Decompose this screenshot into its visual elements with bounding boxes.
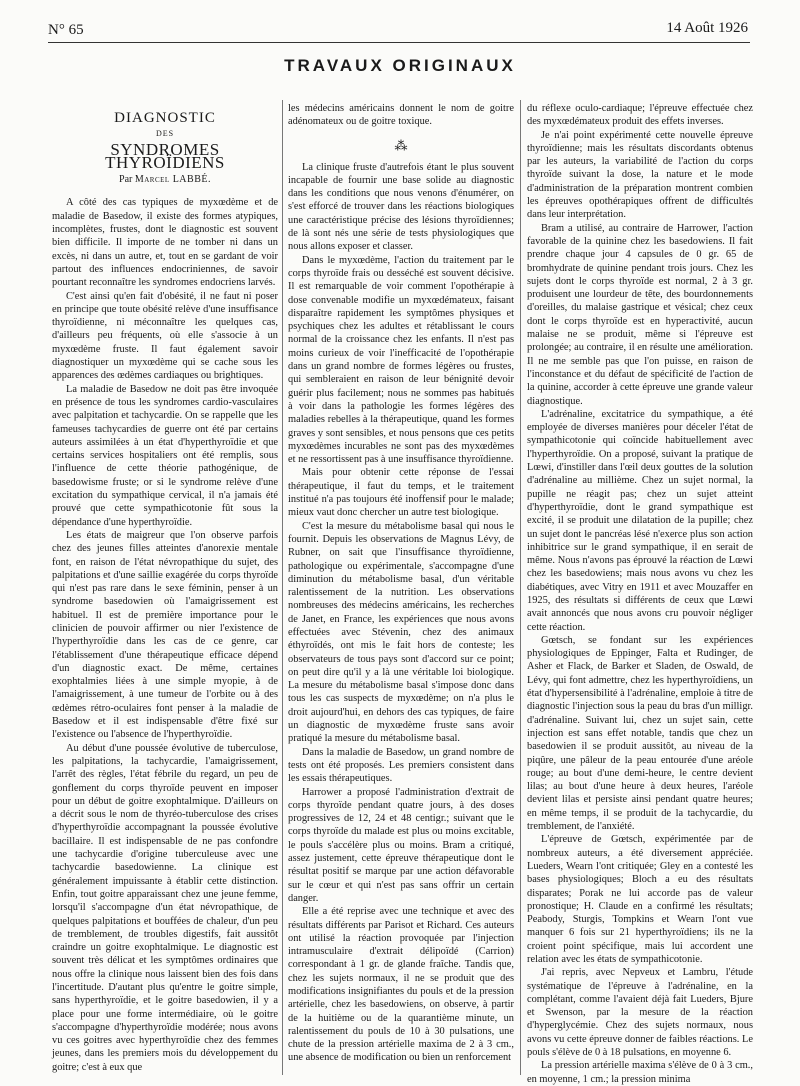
column-2 [288, 102, 514, 1077]
paragraph: La pression artérielle maxima s'élève de 0 à 3 cm., en moyenne, 1 cm.; la pression minima [527, 1060, 753, 1085]
paragraph: J'ai repris, avec Nepveux et Lambru, l'étude systématique de l'épreuve à l'adrénaline, en la complétant, comme l'avaient déjà fait Lueders, Bjure et Swenson, par la mesure de la réaction d'hyperglycémie. Chez des sujets normaux, nous avons vu cette épreuve donner de faibles réactions. Le pouls s'élève de 0 à 18 pulsations, en moyenne 6. [527, 967, 753, 1059]
paragraph: Les états de maigreur que l'on observe parfois chez des jeunes filles atteintes d'anorexie mentale font, en raison de l'état névropathique du sujet, des palpitations et d'une saillie exagérée du corps thyroïde qui n'est pas rare dans le sexe féminin, penser à un syndrome basedowien où l'amaigrissement est habituel. Il est de première importance pour le clinicien de pouvoir affirmer ou nier l'existence de l'hyperthyroïdie dans les cas de ce genre, car l'établissement d'une thérapeutique efficace dépend d'un diagnostic exact. De même, certaines exophtalmies liées à une simple myopie, à de l'amaigrissement, à une tumeur de l'orbite ou à des œdèmes rétro-oculaires font penser à la maladie de Basedow et il est indispensable d'être fixé sur l'existence ou l'absence de l'hyperthyroïdie. [52, 529, 278, 741]
paragraph: Dans le myxœdème, l'action du traitement par le corps thyroïde frais ou desséché est souvent décisive. Il est remarquable de voir comment l'opothérapie à dose convenable modifie un myxœdémateux, faisant disparaître rapidement les symptômes physiques et psychiques chez les adultes et rétablissant le cours normal de la croissance chez les enfants. Il n'est pas moins curieux de voir l'inefficacité de l'opothérapie dans un grand nombre de formes légères ou frustes, qui sembleraient en raison de leur bénignité devoir guérir plus facilement; nous ne sommes pas habitués à voir dans la pathologie les formes légères des maladies rebelles à la thérapeutique, quand les formes graves y sont sensibles, et nous pensons que ces petits myxœdèmes incurables ne sont pas des myxœdèmes et ne ressortissent pas à une insuffisance thyroïdienne. [288, 254, 514, 466]
issue-number: N° 65 [48, 22, 84, 38]
paragraph: du réflexe oculo-cardiaque; l'épreuve effectuée chez des myxœdémateux produit des effets inverses. [527, 103, 753, 128]
paragraph: Harrower a proposé l'administration d'extrait de corps thyroïde pendant quatre jours, à des doses progressives de 12, 24 et 48 centigr.; suivant que le corps thyroïde du malade est plus ou moins excitable, le pouls s'accélère plus ou moins. Bram a critiqué, assez justement, cette épreuve thérapeutique dont le résultat positif se marque par une action défavorable sur le cœur et qui n'est pas sans offrir un certain danger. [288, 786, 514, 904]
article-title-line1: DIAGNOSTIC [114, 110, 216, 126]
paragraph: Au début d'une poussée évolutive de tuberculose, les palpitations, la tachycardie, l'amaigrissement, l'arrêt des règles, l'état fébrile du regard, un peu de gonflement du corps thyroïde peuvent en imposer pour un début de goitre exophtalmique. D'ailleurs on a décrit sous le nom de thyréo-tuberculose des crises d'hyperthyroïdie accompagnant la poussée évolutive bacillaire. Il est indispensable de ne pas confondre une tachycardie d'origine tuberculeuse avec une tachycardie basedowienne. La clinique est généralement impuissante à établir cette distinction. Enfin, tout goitre apparaissant chez une jeune femme, lorsqu'il s'accompagne d'un état névropathique, de quelques palpitations et bouffées de chaleur, d'un peu de tremblement, de troubles digestifs, fait aussitôt craindre un goitre exophtalmique. Le diagnostic est souvent très délicat et les symptômes ordinaires que nous offre la clinique nous laissent bien des fois dans l'incertitude. D'autant plus qu'entre le goitre simple, sans hyperthyroïdie, et le goitre basedowien, il y a place pour une forme intermédiaire, où le goitre s'accompagne d'hyperthyroïdie modérée; nous avons vu ces goitres avec hyperthyroïdie chez des femmes jeunes, dans les premiers mois du développement du goitre; c'est à eux que [52, 742, 278, 1073]
paragraph: Dans la maladie de Basedow, un grand nombre de tests ont été proposés. Les premiers consistent dans les essais thérapeutiques. [288, 746, 514, 785]
column-3 [527, 102, 753, 1085]
author-prefix: Par [119, 174, 133, 186]
column-divider [520, 100, 521, 1075]
column-1 [52, 104, 278, 1079]
paragraph: Elle a été reprise avec une technique et avec des résultats différents par Parisot et Richard. Ces auteurs ont utilisé la réaction provoquée par l'injection intramusculaire d'extrait délipoïdé (Carrion) correspondant à 1 gr. de glande fraîche. Tandis que, chez les sujets normaux, il ne se produit que des modifications insignifiantes du pouls et de la pression artérielle, chez les basedowiens, on observe, à partir de la huitième ou de la quarantième minute, un ralentissement du pouls de 10 à 30 pulsations, une chute de la pression artérielle maxima de 2 à 3 cm., une absence de modification ou bien un renforcement [288, 906, 514, 1064]
article-title-line3: SYNDROMES THYROÏDIENS [105, 139, 225, 172]
paragraph: C'est ainsi qu'en fait d'obésité, il ne faut ni poser en principe que toute obésité relève d'une insuffisance thyroïdienne, ni méconnaître les quelques cas, d'ailleurs peu fréquents, où elle s'associe à un myxœdème fruste. Il faut également savoir diagnostiquer un myxœdème qui se cache sous les apparences des œdèmes cardiaques ou brightiques. [52, 290, 278, 382]
paragraph: Gœtsch, se fondant sur les expériences physiologiques de Eppinger, Falta et Rudinger, de Asher et Flack, de Barker et Sladen, de Oswald, de Lévy, qui font admettre, chez les hyperthyroïdiens, un état d'hypersensibilité à l'adrénaline, emploie à titre de diagnostic l'injection sous la peau du bras d'un milligr. d'adrénaline. Suivant lui, chez un sujet sain, cette injection est sans effet notable, tandis que chez un basedowien il se produit aussitôt, au niveau de la piqûre, une pâleur de la peau entourée d'une aréole rouge; au bout d'une demi-heure, le centre devient lilas; au bout d'une heure à deux heures, l'aréole devient lilas et persiste ainsi pendant quatre heures; en même temps, il se produit de la tachycardie, du tremblement, de l'anxiété. [527, 634, 753, 833]
article-title-line2: DES [155, 129, 175, 139]
article-heading [52, 112, 278, 186]
paragraph: A côté des cas typiques de myxœdème et de maladie de Basedow, il existe des formes atypiques, incomplètes, frustes, dont le diagnostic est souvent bien difficile. Il importe de ne tomber ni dans un excès, ni dans un autre, et, tout en se gardant de voir partout des influences endocriniennes, de savoir pourtant reconnaître les syndromes endocriens larvés. [52, 197, 278, 289]
paragraph: Bram a utilisé, au contraire de Harrower, l'action favorable de la quinine chez les basedowiens. Il fait prendre chaque jour 4 capsules de 0 gr. 65 de bromhydrate de quinine pendant trois jours. Chez les sujets dont le corps thyroïde est normal, 2 à 3 gr. produisent une lourdeur de tête, des bourdonnements d'oreilles, du malaise gastrique et vésical; chez ceux dont le corps thyroïde est en hyperactivité, aucun malaise ne se produit, même si l'épreuve est prolongée; au contraire, il en résulte une amélioration. Il ne me semble pas que l'on puisse, en raison de l'inconstance et du défaut de spécificité de l'action de la quinine, accorder à cette épreuve une grande valeur diagnostique. [527, 222, 753, 407]
paragraph: C'est la mesure du métabolisme basal qui nous le fournit. Depuis les observations de Magnus Lévy, de Rubner, on sait que l'insuffisance thyroïdienne, pathologique ou expérimentale, s'accompagne d'une diminution du métabolisme basal, d'un véritable ralentissement de la nutrition. Les observations nombreuses des médecins américains, les recherches de Janet, en France, les expériences que nous avons effectuées avec Stévenin, chez des animaux éthyroïdés, ont mis le fait hors de conteste; les observateurs de tous pays sont d'accord sur ce point; on peut dire qu'il y a là une véritable loi biologique. La mesure du métabolisme basal s'impose donc dans tous les cas suspects de myxœdème; on n'a plus le droit aujourd'hui, en dehors des cas typiques, de faire un diagnostic de myxœdème fruste sans avoir pratiqué la mesure du métabolisme basal. [288, 520, 514, 745]
paragraph: Mais pour obtenir cette réponse de l'essai thérapeutique, il faut du temps, et le traitement institué n'a pas toujours été inoffensif pour le malade; mieux vaut donc chercher un autre test biologique. [288, 467, 514, 519]
paragraph: L'épreuve de Gœtsch, expérimentée par de nombreux auteurs, a été diversement appréciée. Lueders, Wearn l'ont critiquée; Gley en a contesté les bases physiologiques; Bloch a eu des résultats disparates; Porak ne lui accorde pas de valeur pronostique; H. Claude en a confirmé les résultats; Peabody, Sturgis, Tompkins et Wearn l'ont vue manquer 6 fois sur 21 hyperthyroïdiens; ils ne la croient point spécifique, mais lui accordent une relation avec les états de sympathicotonie. [527, 834, 753, 965]
paragraph: La maladie de Basedow ne doit pas être invoquée en présence de tous les syndromes cardio-vasculaires avec palpitation et tachycardie. On se rappelle que les fameuses tachycardies de guerre ont été par certains auteurs assimilées à un état d'hyperthyroïdie et que certains services hospitaliers ont été remplis, sous l'influence de cette théorie pathogénique, de basedowisme fruste; or si le syndrome relève d'une excitation du sympathique cervical, il n'a jamais été prouvé que cette sympathicotonie fût sous la dépendance d'une hyperthyroïdie. [52, 383, 278, 528]
section-ornament: ⁂ [394, 137, 408, 153]
paragraph: les médecins américains donnent le nom de goitre adénomateux ou de goitre toxique. [288, 103, 514, 128]
header-rule [48, 42, 750, 43]
paragraph: L'adrénaline, excitatrice du sympathique, a été employée de diverses manières pour déceler l'état de sympathicotonie qui coïncide habituellement avec l'hyperthyroïdie. On a proposé, suivant la pratique de Lœwi, d'instiller dans l'œil deux gouttes de la solution d'adrénaline au millième. Chez un sujet normal, la pupille ne réagit pas; chez un sujet atteint d'hyperthyroïdie, dont le grand sympathique est excité, il se produit une dilatation de la pupille; chez un sujet dont le pancréas lésé n'exerce plus son action inhibitrice sur le grand sympathique, il en serait de même. Nous n'avons pas éprouvé la réaction de Lœwi chez les basedowiens; mais nous avons vu chez les diabétiques, avec Vitry en 1911 et avec Mouzaffer en 1925, des résultats si différents de ceux que Lœwi avait annoncés que nous avons cru pouvoir négliger cette réaction. [527, 408, 753, 633]
article-author [52, 173, 278, 186]
paragraph: Je n'ai point expérimenté cette nouvelle épreuve thyroïdienne; mais les résultats discordants obtenus par les auteurs, la variabilité de l'action du corps thyroïde suivant la dose, la nature et le mode d'administration de la préparation montrent combien les épreuves opothérapiques offrent de difficultés dans leur interprétation. [527, 129, 753, 221]
issue-date: 14 Août 1926 [666, 20, 748, 36]
author-name: Marcel LABBÉ. [134, 174, 211, 186]
column-divider [282, 100, 283, 1075]
section-title: TRAVAUX ORIGINAUX [284, 56, 516, 75]
paragraph: La clinique fruste d'autrefois étant le plus souvent incapable de fournir une base solide au diagnostic dans les conditions que nous venons d'énumérer, on s'est efforcé de trouver dans les réactions biologiques une caractéristique précise des lésions thyroïdiennes; de là sont nés une série de tests physiologiques que nous allons exposer et classer. [288, 161, 514, 253]
